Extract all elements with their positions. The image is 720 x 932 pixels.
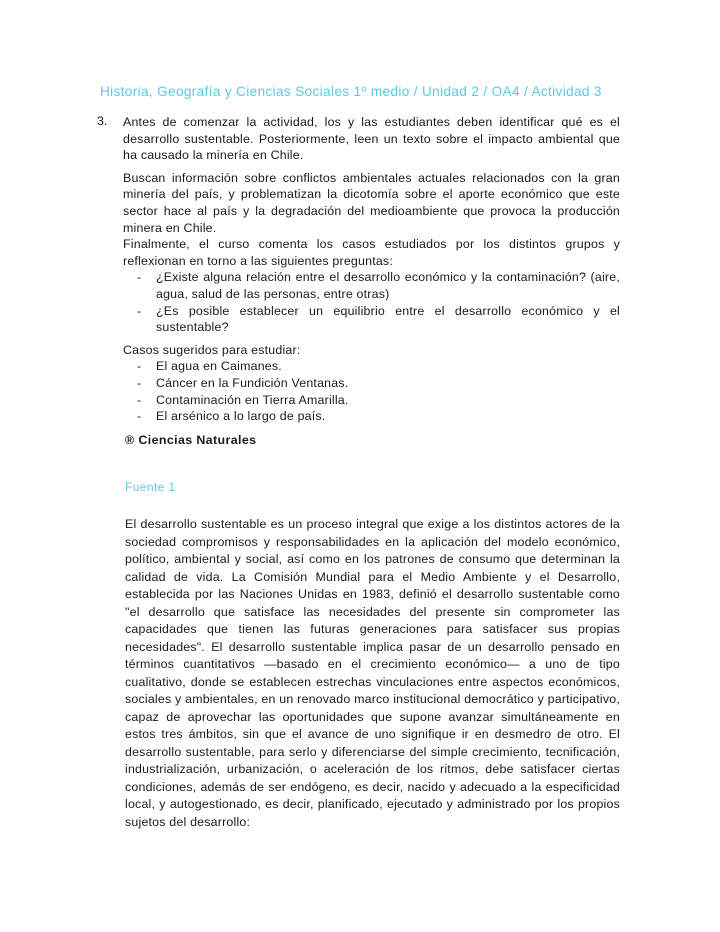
cases-list: [123, 358, 620, 424]
bullet-dash: -: [137, 270, 142, 285]
bullet-dash: -: [137, 392, 142, 407]
item-number: 3.: [97, 114, 108, 128]
bullet-dash: -: [137, 409, 142, 424]
source-label: Fuente 1: [125, 480, 176, 494]
registered-icon: ®: [125, 433, 135, 447]
questions-list: [123, 269, 620, 335]
list-item: [123, 358, 620, 375]
question-text: ¿Existe alguna relación entre el desarrollo económico y la contaminación? (aire, agua, salud de las personas, entre otras): [156, 270, 620, 301]
breadcrumb-title: Historia, Geografía y Ciencias Sociales 1º medio / Unidad 2 / OA4 / Actividad 3: [100, 84, 602, 99]
list-item: [123, 269, 620, 302]
activity-content: [123, 114, 620, 425]
source-block: [125, 516, 620, 831]
bullet-dash: -: [137, 359, 142, 374]
bullet-dash: -: [137, 303, 142, 318]
connection-label: Ciencias Naturales: [138, 433, 257, 447]
list-item: [123, 303, 620, 336]
source-text: El desarrollo sustentable es un proceso integral que exige a los distintos actores de la sociedad compromisos y responsabilidades en la aplicación del modelo económico, político, ambiental y social, así como en los patrones de consumo que determinan la calidad de vida. La Comisión Mundial para el Medio Ambiente y el Desarrollo, establecida por las Naciones Unidas en 1983, definió el desarrollo sustentable como "el desarrollo que satisface las necesidades del presente sin comprometer las capacidades que tienen las futuras generaciones para satisfacer sus propias necesidades". El desarrollo sustentable implica pasar de un desarrollo pensado en términos cuantitativos —basado en el crecimiento económico— a uno de tipo cualitativo, donde se establecen estrechas vinculaciones entre aspectos económicos, sociales y ambientales, en un renovado marco institucional democrático y participativo, capaz de aprovechar las oportunidades que supone avanzar simultáneamente en estos tres ámbitos, sin que el avance de uno signifique ir en desmedro de otro. El desarrollo sustentable, para serlo y diferenciarse del simple crecimiento, tecnificación, industrialización, urbanización, o aceleración de los ritmos, debe satisfacer ciertas condiciones, además de ser endógeno, es decir, nacido y adecuado a la especificidad local, y autogestionado, es decir, planificado, ejecutado y administrado por los propios sujetos del desarrollo:: [125, 517, 620, 829]
case-text: Contaminación en Tierra Amarilla.: [156, 392, 349, 407]
case-text: El agua en Caimanes.: [156, 359, 282, 374]
list-item: [123, 392, 620, 409]
list-item: [123, 408, 620, 425]
intro-paragraph: Antes de comenzar la actividad, los y las estudiantes deben identificar qué es el desarrollo sustentable. Posteriormente, leen un texto sobre el impacto ambiental que ha causado la minería en Chile.: [123, 115, 620, 163]
cases-label: Casos sugeridos para estudiar:: [123, 342, 301, 357]
case-text: El arsénico a lo largo de país.: [156, 409, 326, 424]
research-paragraph: Buscan información sobre conflictos ambientales actuales relacionados con la gran minería del país, y problematizan la dicotomía sobre el aporte económico que este sector hace al país y la degradación del medioambiente que provoca la producción minera en Chile.: [123, 170, 620, 235]
list-item: [123, 375, 620, 392]
closing-paragraph: Finalmente, el curso comenta los casos estudiados por los distintos grupos y reflexionan en torno a las siguientes preguntas:: [123, 237, 620, 268]
subject-connection: [125, 433, 256, 447]
case-text: Cáncer en la Fundición Ventanas.: [156, 375, 349, 390]
bullet-dash: -: [137, 375, 142, 390]
activity-item: [97, 114, 622, 425]
question-text: ¿Es posible establecer un equilibrio entre el desarrollo económico y el sustentable?: [156, 303, 620, 335]
